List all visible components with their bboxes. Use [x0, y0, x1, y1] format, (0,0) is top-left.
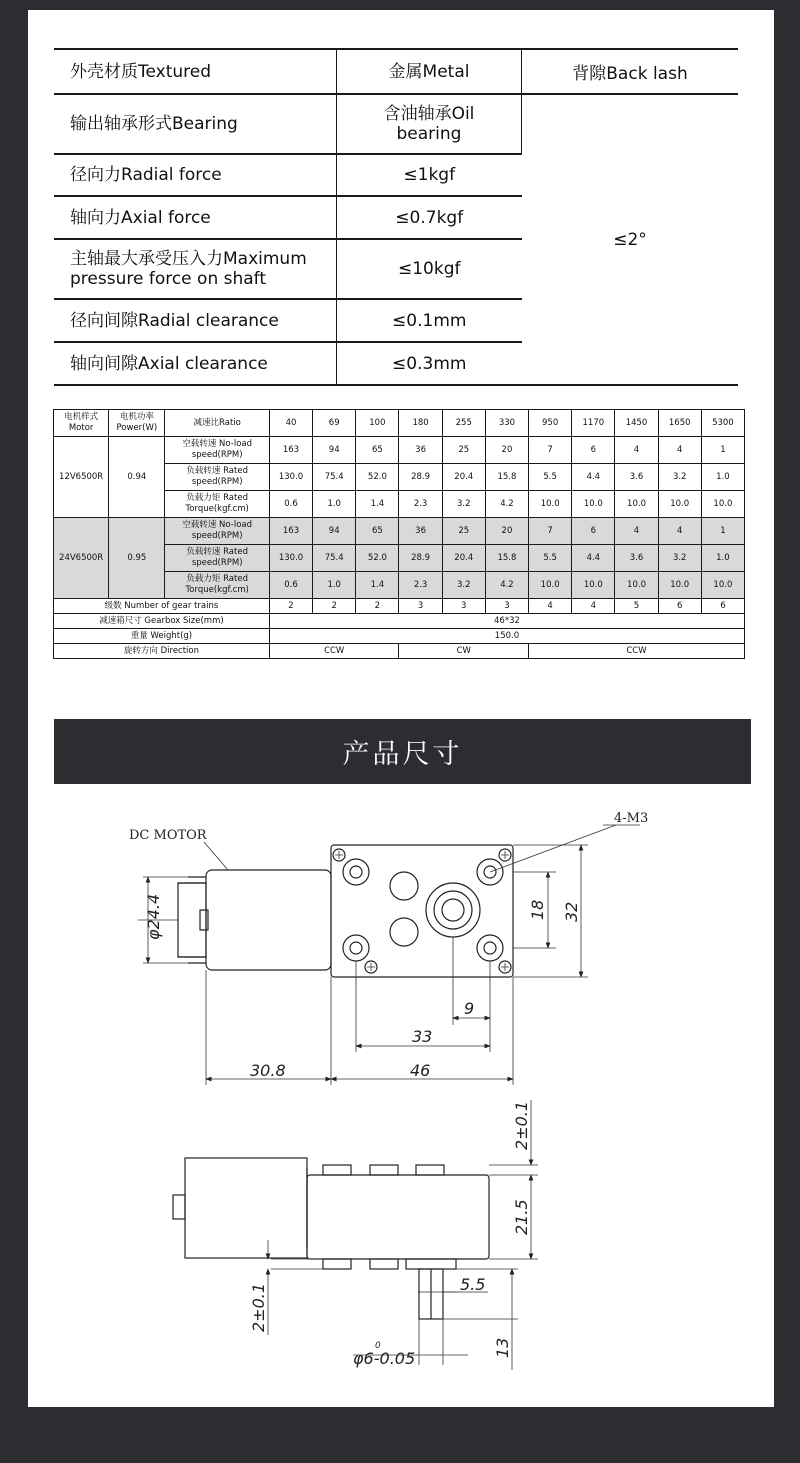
direction-value: CCW: [269, 644, 399, 659]
param-value: 10.0: [615, 572, 658, 599]
dim-18: 18: [528, 899, 547, 920]
param-value: 130.0: [269, 545, 312, 572]
spec-value: 金属Metal: [337, 49, 522, 94]
param-value: 163: [269, 518, 312, 545]
motor-model: 24V6500R: [54, 518, 109, 599]
param-value: 4: [658, 518, 701, 545]
param-value: 1: [701, 437, 744, 464]
gear-trains-cell: 3: [399, 599, 442, 614]
param-value: 94: [313, 518, 356, 545]
gear-trains-cell: 3: [485, 599, 528, 614]
param-value: 3.2: [442, 491, 485, 518]
param-value: 6: [572, 518, 615, 545]
section-title: 产品尺寸: [54, 719, 751, 784]
ratio-cell: 1650: [658, 410, 701, 437]
param-value: 5.5: [529, 464, 572, 491]
param-value: 10.0: [572, 572, 615, 599]
side-dimensions: [268, 1100, 538, 1370]
ratio-cell: 330: [485, 410, 528, 437]
param-value: 52.0: [356, 545, 399, 572]
param-value: 28.9: [399, 464, 442, 491]
param-value: 3.2: [658, 464, 701, 491]
param-value: 7: [529, 437, 572, 464]
spec-value: ≤1kgf: [337, 154, 522, 196]
param-value: 1.4: [356, 572, 399, 599]
dim-46: 46: [410, 1061, 431, 1080]
param-value: 1.0: [313, 572, 356, 599]
param-value: 36: [399, 518, 442, 545]
param-value: 6: [572, 437, 615, 464]
ratio-cell: 5300: [701, 410, 744, 437]
param-value: 75.4: [313, 464, 356, 491]
spec-value: ≤10kgf: [337, 239, 522, 299]
motor-model: 12V6500R: [54, 437, 109, 518]
dim-9: 9: [464, 999, 475, 1018]
param-value: 4: [615, 437, 658, 464]
gearbox-size-label: 减速箱尺寸 Gearbox Size(mm): [54, 614, 270, 629]
param-value: 10.0: [658, 491, 701, 518]
spec-label: 外壳材质Textured: [54, 49, 337, 94]
param-value: 1: [701, 518, 744, 545]
ratio-cell: 69: [313, 410, 356, 437]
param-value: 28.9: [399, 545, 442, 572]
param-value: 4.2: [485, 572, 528, 599]
dim-2-bottom: 2±0.1: [249, 1282, 268, 1332]
dim-13: 13: [493, 1337, 512, 1358]
param-label: 负载转速 Rated speed(RPM): [165, 545, 269, 572]
spec-value: ≤0.3mm: [337, 342, 522, 385]
param-value: 25: [442, 437, 485, 464]
param-value: 5.5: [529, 545, 572, 572]
dim-33: 33: [412, 1027, 433, 1046]
dimension-drawing: [28, 10, 774, 1407]
param-value: 3.2: [658, 545, 701, 572]
motor-body-top: [138, 870, 331, 970]
param-value: 0.6: [269, 491, 312, 518]
motor-power: 0.95: [109, 518, 165, 599]
gear-trains-cell: 4: [529, 599, 572, 614]
gear-trains-cell: 6: [658, 599, 701, 614]
gear-trains-cell: 5: [615, 599, 658, 614]
dim-30-8: 30.8: [250, 1061, 286, 1080]
gearbox-top: [331, 845, 513, 977]
param-value: 4: [658, 437, 701, 464]
param-value: 15.8: [485, 464, 528, 491]
param-value: 4.4: [572, 464, 615, 491]
param-value: 1.0: [701, 545, 744, 572]
param-label: 负载转速 Rated speed(RPM): [165, 464, 269, 491]
param-value: 25: [442, 518, 485, 545]
ratio-cell: 950: [529, 410, 572, 437]
side-view: [173, 1158, 489, 1319]
param-value: 2.3: [399, 572, 442, 599]
spec-label: 轴向力Axial force: [54, 196, 337, 239]
power-header: 电机功率 Power(W): [109, 410, 165, 437]
param-value: 4.2: [485, 491, 528, 518]
param-value: 163: [269, 437, 312, 464]
spec-label: 径向间隙Radial clearance: [54, 299, 337, 342]
spec-label: 输出轴承形式Bearing: [54, 94, 337, 154]
param-value: 36: [399, 437, 442, 464]
top-dimensions: [143, 825, 640, 1085]
page-sheet: [28, 10, 774, 1407]
dim-32: 32: [562, 901, 581, 922]
weight-label: 重量 Weight(g): [54, 629, 270, 644]
param-value: 15.8: [485, 545, 528, 572]
param-value: 10.0: [529, 572, 572, 599]
ratio-header: 减速比Ratio: [165, 410, 269, 437]
gear-trains-cell: 4: [572, 599, 615, 614]
motor-power: 0.94: [109, 437, 165, 518]
param-value: 4.4: [572, 545, 615, 572]
param-value: 10.0: [615, 491, 658, 518]
dim-phi24: φ24.4: [144, 893, 163, 940]
gear-trains-cell: 2: [313, 599, 356, 614]
param-value: 3.2: [442, 572, 485, 599]
param-value: 20.4: [442, 464, 485, 491]
dim-shaft-tol: 0: [375, 1341, 381, 1351]
param-value: 3.6: [615, 464, 658, 491]
param-label: 负载力矩 Rated Torque(kgf.cm): [165, 491, 269, 518]
weight-value: 150.0: [269, 629, 744, 644]
ratio-cell: 255: [442, 410, 485, 437]
param-value: 20: [485, 437, 528, 464]
gear-trains-cell: 2: [269, 599, 312, 614]
backlash-value: ≤2°: [522, 94, 739, 385]
dc-motor-label: DC MOTOR: [129, 828, 207, 843]
spec-value: ≤0.7kgf: [337, 196, 522, 239]
ratio-cell: 180: [399, 410, 442, 437]
motor-header: 电机样式 Motor: [54, 410, 109, 437]
spec-label: 轴向间隙Axial clearance: [54, 342, 337, 385]
direction-value: CW: [399, 644, 529, 659]
gear-trains-cell: 6: [701, 599, 744, 614]
param-value: 10.0: [529, 491, 572, 518]
param-label: 空载转速 No-load speed(RPM): [165, 437, 269, 464]
param-value: 65: [356, 437, 399, 464]
ratio-cell: 1170: [572, 410, 615, 437]
param-value: 130.0: [269, 464, 312, 491]
param-value: 75.4: [313, 545, 356, 572]
direction-value: CCW: [529, 644, 745, 659]
param-label: 负载力矩 Rated Torque(kgf.cm): [165, 572, 269, 599]
ratio-cell: 1450: [615, 410, 658, 437]
param-value: 65: [356, 518, 399, 545]
param-value: 1.0: [313, 491, 356, 518]
spec-value: 含油轴承Oil bearing: [337, 94, 522, 154]
param-value: 1.4: [356, 491, 399, 518]
param-value: 2.3: [399, 491, 442, 518]
dim-shaft: φ6-0.05: [353, 1349, 416, 1368]
ratio-cell: 40: [269, 410, 312, 437]
param-value: 7: [529, 518, 572, 545]
spec-value: ≤0.1mm: [337, 299, 522, 342]
param-value: 10.0: [658, 572, 701, 599]
param-value: 20: [485, 518, 528, 545]
dim-21-5: 21.5: [512, 1199, 531, 1235]
holes-label: 4-M3: [614, 811, 649, 826]
direction-label: 旋转方向 Direction: [54, 644, 270, 659]
param-value: 3.6: [615, 545, 658, 572]
ratio-cell: 100: [356, 410, 399, 437]
param-value: 52.0: [356, 464, 399, 491]
gear-trains-label: 级数 Number of gear trains: [54, 599, 270, 614]
param-value: 20.4: [442, 545, 485, 572]
param-value: 10.0: [572, 491, 615, 518]
param-value: 4: [615, 518, 658, 545]
param-value: 10.0: [701, 572, 744, 599]
param-value: 0.6: [269, 572, 312, 599]
param-label: 空载转速 No-load speed(RPM): [165, 518, 269, 545]
param-value: 10.0: [701, 491, 744, 518]
dim-2-top: 2±0.1: [512, 1100, 531, 1150]
gear-trains-cell: 3: [442, 599, 485, 614]
param-value: 94: [313, 437, 356, 464]
spec-label: 径向力Radial force: [54, 154, 337, 196]
gear-trains-cell: 2: [356, 599, 399, 614]
backlash-label: 背隙Back lash: [522, 49, 739, 94]
param-value: 1.0: [701, 464, 744, 491]
spec-label: 主轴最大承受压入力Maximum pressure force on shaft: [54, 239, 337, 299]
gearbox-size-value: 46*32: [269, 614, 744, 629]
dim-5-5: 5.5: [460, 1275, 486, 1294]
